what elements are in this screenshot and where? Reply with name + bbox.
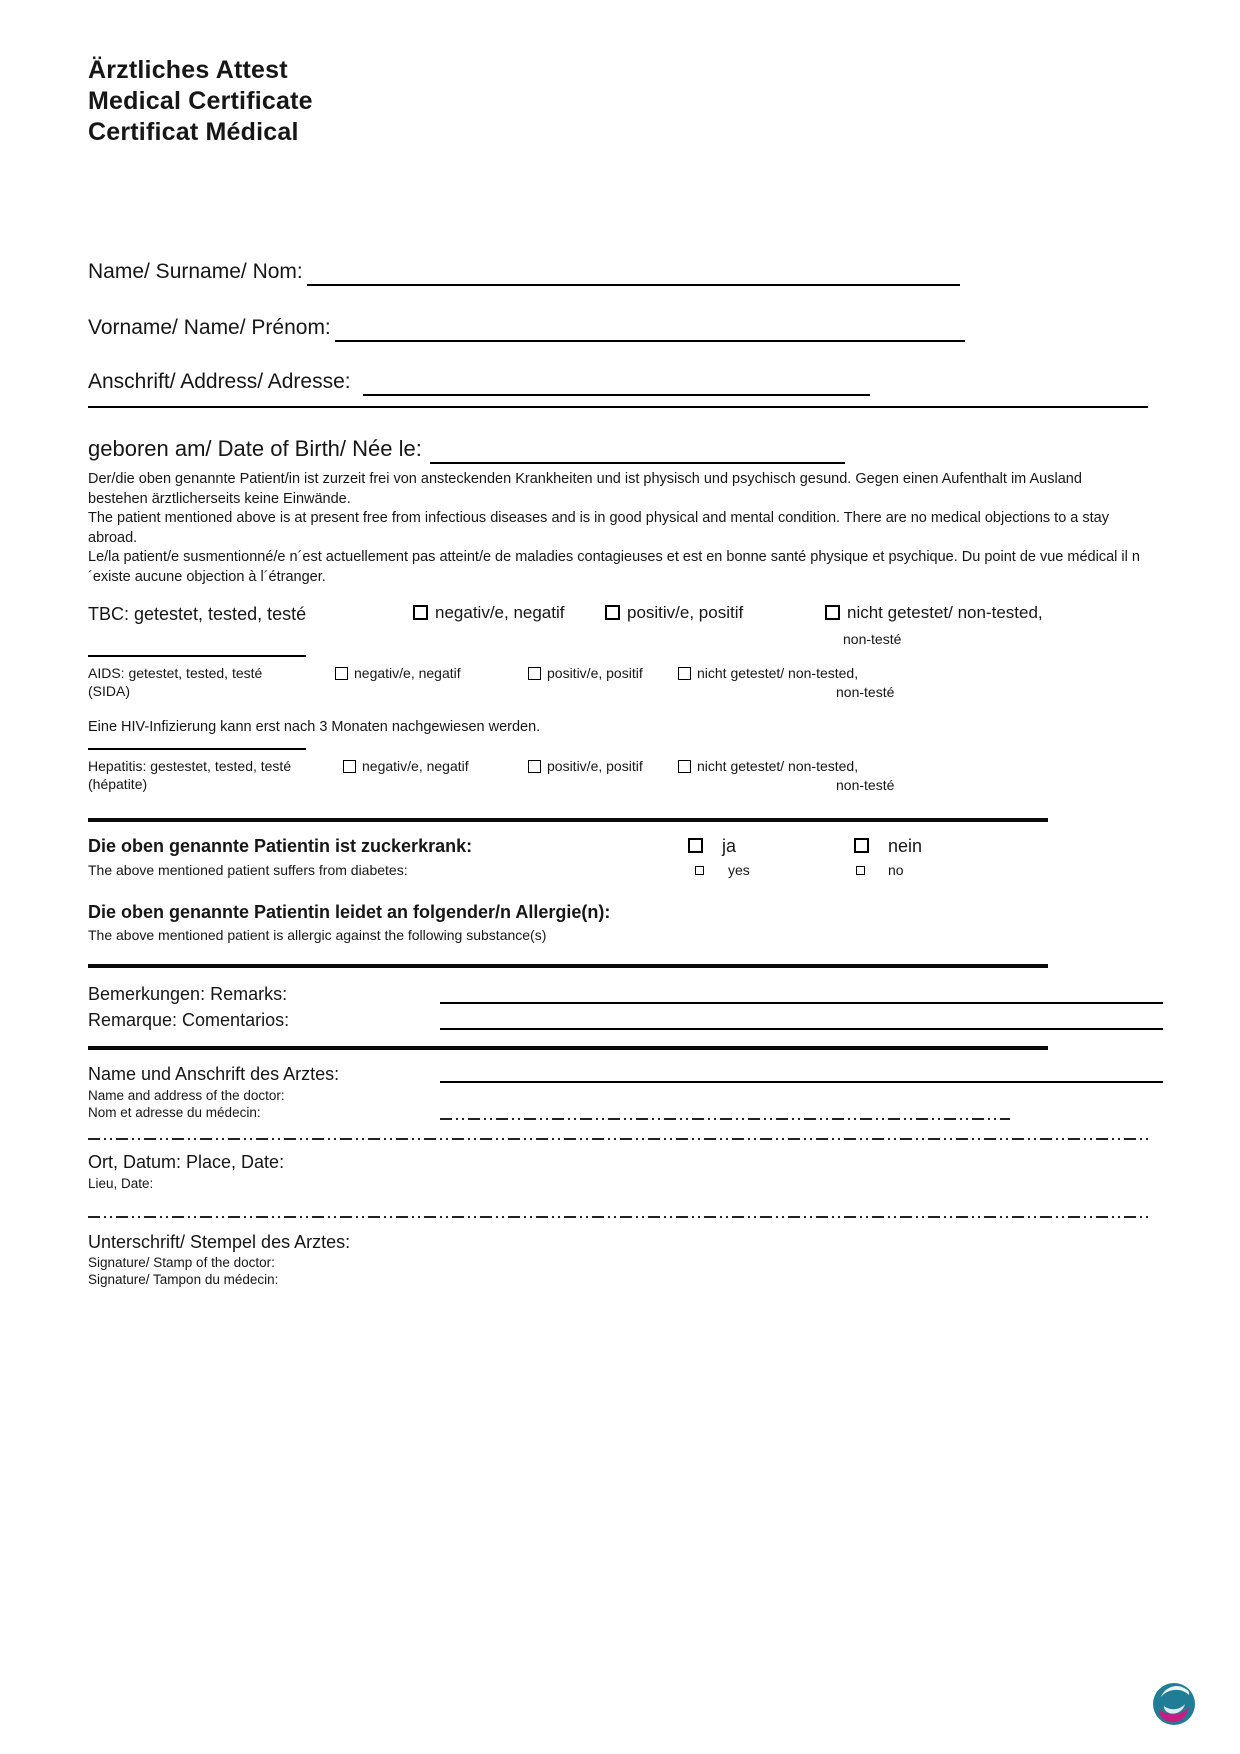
title-english: Medical Certificate (88, 87, 313, 115)
place-date-section (88, 1150, 1165, 1198)
hepatitis-test-row (88, 757, 1165, 805)
aids-negative-checkbox[interactable] (335, 667, 348, 680)
tbc-nontested-checkbox[interactable] (825, 605, 840, 620)
doctor-input-line-3[interactable] (88, 1138, 1150, 1140)
tbc-negative-label: negativ/e, negatif (435, 603, 565, 622)
surname-row (88, 258, 960, 286)
diabetes-no-label: no (888, 862, 904, 878)
place-date-label-2: Lieu, Date: (88, 1176, 154, 1191)
title-french: Certificat Médical (88, 118, 299, 146)
divider-remarks (88, 964, 1048, 968)
signature-label-de: Unterschrift/ Stempel des Arztes: (88, 1232, 351, 1252)
document-title (88, 55, 313, 148)
swirl-logo-icon (1150, 1680, 1198, 1728)
doctor-input-line-2[interactable] (440, 1118, 1010, 1120)
tbc-positive-label: positiv/e, positif (627, 603, 744, 622)
tbc-test-row (88, 600, 1165, 658)
aids-label-sida: (SIDA) (88, 683, 130, 699)
tbc-positive-option (605, 602, 743, 624)
doctor-label-fr: Nom et adresse du médecin: (88, 1105, 261, 1120)
firstname-label: Vorname/ Name/ Prénom: (88, 316, 331, 339)
divider-doctor (88, 1046, 1048, 1050)
statement-french: Le/la patient/e susmentionné/e n´est actuellement pas atteint/e de maladies contagieuses et est en bonne santé physique et psychique. Du point de vue médical il n´existe aucune objection à l´étranger. (88, 549, 1140, 585)
aids-positive-label: positiv/e, positif (547, 665, 643, 681)
aids-positive-option (528, 664, 643, 682)
statement-german: Der/die oben genannte Patient/in ist zurzeit frei von ansteckenden Krankheiten und ist physisch und psychisch gesund. Gegen einen Aufenthalt im Ausland bestehen ärztlicherseits keine Einwände. (88, 471, 1082, 507)
tbc-label: TBC: getestet, tested, testé (88, 604, 307, 624)
birthdate-input-line[interactable] (430, 436, 845, 464)
firstname-input-line[interactable] (335, 314, 965, 342)
signature-section (88, 1230, 1165, 1300)
aids-negative-option (335, 664, 461, 682)
place-date-input-line[interactable] (88, 1216, 1150, 1218)
hepatitis-nonteste-label: non-testé (836, 777, 895, 793)
divider-diabetes (88, 818, 1048, 822)
surname-label: Name/ Surname/ Nom: (88, 260, 303, 283)
hepatitis-nontested-label: nicht getestet/ non-tested, (697, 758, 859, 774)
tbc-result-line[interactable] (88, 655, 306, 657)
diabetes-question-en: The above mentioned patient suffers from diabetes: (88, 862, 408, 878)
address-input-line-2[interactable] (88, 406, 1148, 408)
address-row (88, 368, 870, 396)
hepatitis-negative-option (343, 757, 469, 775)
tbc-nontested-option (825, 602, 1043, 624)
hepatitis-nontested-checkbox[interactable] (678, 760, 691, 773)
signature-label-en: Signature/ Stamp of the doctor: (88, 1255, 275, 1270)
hepatitis-negative-checkbox[interactable] (343, 760, 356, 773)
address-input-line[interactable] (363, 368, 870, 396)
hepatitis-negative-label: negativ/e, negatif (362, 758, 469, 774)
hepatitis-nontested-option (678, 757, 858, 775)
doctor-input-line-1[interactable] (440, 1081, 1163, 1083)
diabetes-section (88, 834, 1165, 886)
hepatitis-label-fr: (hépatite) (88, 776, 148, 792)
remarks-input-line-1[interactable] (440, 1002, 1163, 1004)
address-label: Anschrift/ Address/ Adresse: (88, 370, 351, 393)
diabetes-no-checkbox[interactable] (856, 866, 865, 875)
doctor-label-en: Name and address of the doctor: (88, 1088, 285, 1103)
allergy-heading-en: The above mentioned patient is allergic against the following substance(s) (88, 927, 547, 943)
allergy-section (88, 900, 1165, 950)
hiv-note: Eine HIV-Infizierung kann erst nach 3 Monaten nachgewiesen werden. (88, 719, 541, 735)
diabetes-question-de: Die oben genannte Patientin ist zuckerkrank: (88, 836, 473, 856)
diabetes-ja-label: ja (722, 836, 737, 856)
statement-english: The patient mentioned above is at present free from infectious diseases and is in good physical and mental condition. There are no medical objections to a stay abroad. (88, 510, 1109, 546)
aids-result-line[interactable] (88, 748, 306, 750)
aids-label: AIDS: getestet, tested, testé (88, 665, 263, 681)
aids-negative-label: negativ/e, negatif (354, 665, 461, 681)
doctor-label-de: Name und Anschrift des Arztes: (88, 1064, 340, 1084)
remarks-section (88, 982, 1165, 1034)
tbc-negative-option (413, 602, 564, 624)
diabetes-yes-label: yes (728, 862, 750, 878)
birthdate-label: geboren am/ Date of Birth/ Née le: (88, 436, 422, 461)
signature-label-fr: Signature/ Tampon du médecin: (88, 1272, 279, 1287)
aids-test-row (88, 664, 1165, 712)
tbc-nonteste-label: non-testé (843, 631, 902, 647)
diabetes-nein-checkbox[interactable] (854, 838, 869, 853)
health-statement (88, 470, 1140, 587)
firstname-row (88, 314, 965, 342)
aids-nontested-option (678, 664, 858, 682)
diabetes-yes-checkbox[interactable] (695, 866, 704, 875)
surname-input-line[interactable] (307, 258, 960, 286)
tbc-nontested-label: nicht getestet/ non-tested, (847, 603, 1043, 622)
diabetes-ja-checkbox[interactable] (688, 838, 703, 853)
tbc-negative-checkbox[interactable] (413, 605, 428, 620)
page-content (88, 0, 1165, 1754)
remarks-input-line-2[interactable] (440, 1028, 1163, 1030)
aids-nontested-label: nicht getestet/ non-tested, (697, 665, 859, 681)
doctor-section (88, 1062, 1165, 1140)
aids-nonteste-label: non-testé (836, 684, 895, 700)
birthdate-row (88, 434, 845, 464)
diabetes-nein-label: nein (888, 836, 923, 856)
tbc-positive-checkbox[interactable] (605, 605, 620, 620)
hepatitis-positive-checkbox[interactable] (528, 760, 541, 773)
hepatitis-positive-label: positiv/e, positif (547, 758, 643, 774)
remarks-label-1: Bemerkungen: Remarks: (88, 984, 288, 1004)
hepatitis-label: Hepatitis: gestestet, tested, testé (88, 758, 292, 774)
remarks-label-2: Remarque: Comentarios: (88, 1010, 290, 1030)
hepatitis-positive-option (528, 757, 643, 775)
title-german: Ärztliches Attest (88, 56, 288, 84)
aids-positive-checkbox[interactable] (528, 667, 541, 680)
allergy-heading-de: Die oben genannte Patientin leidet an folgender/n Allergie(n): (88, 902, 611, 922)
aids-nontested-checkbox[interactable] (678, 667, 691, 680)
place-date-label-1: Ort, Datum: Place, Date: (88, 1152, 285, 1172)
